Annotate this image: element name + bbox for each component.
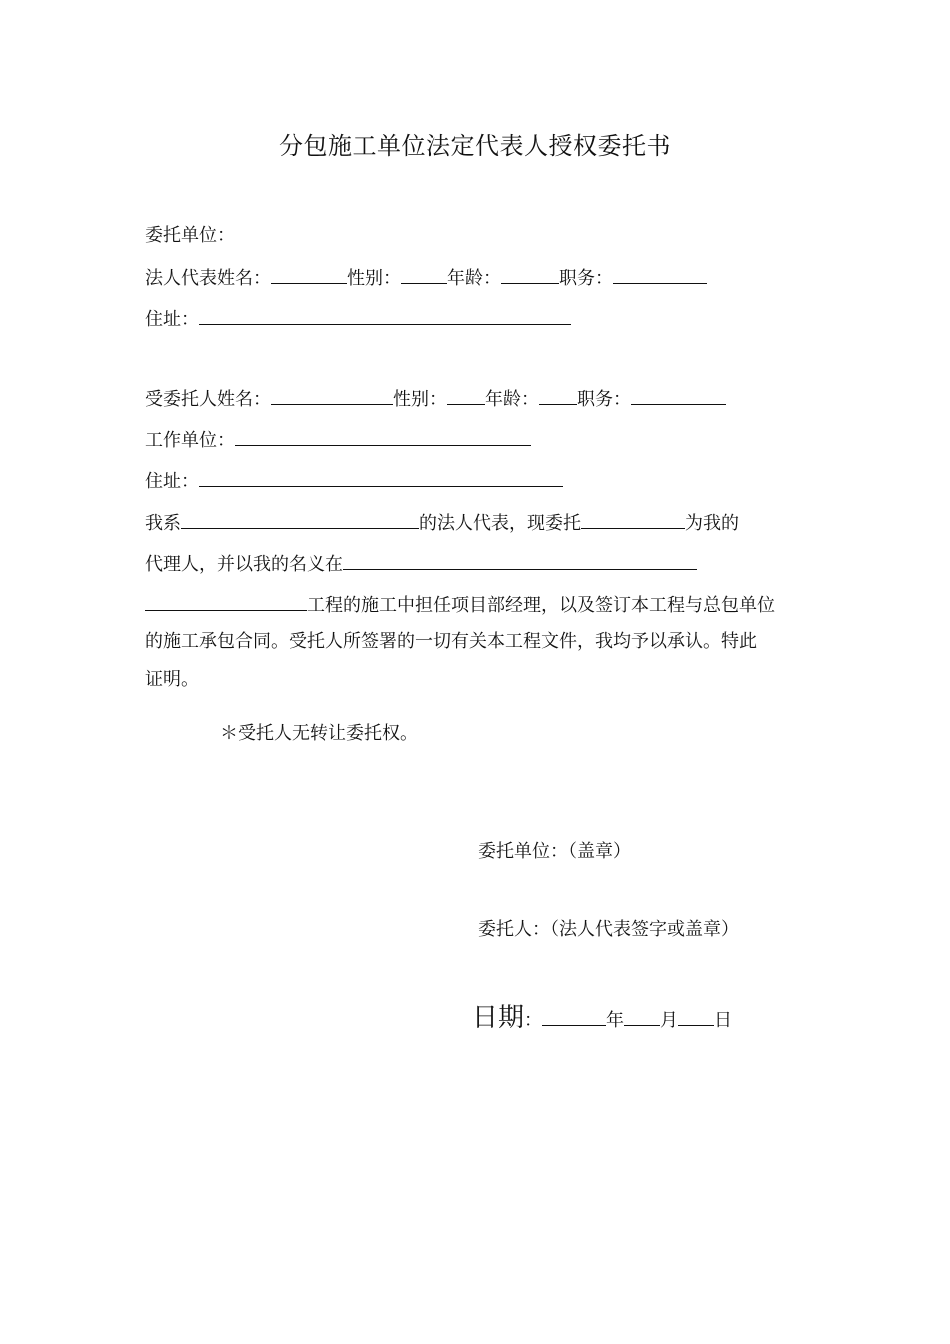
legal-rep-gender-blank[interactable] [401, 265, 447, 284]
day-label: 日 [714, 1010, 733, 1031]
legal-rep-age-blank[interactable] [501, 265, 559, 284]
agent-age-blank[interactable] [539, 386, 577, 405]
legal-rep-gender-label: 性别： [347, 268, 401, 289]
agent-name-label: 受委托人姓名： [145, 389, 271, 410]
agent-position-label: 职务： [577, 389, 631, 410]
date-colon: ： [524, 1010, 543, 1031]
body-line-1 [145, 510, 739, 536]
principal-address-blank[interactable] [199, 306, 571, 325]
date-month-blank[interactable] [624, 1007, 660, 1026]
principal-sign-row [478, 918, 739, 942]
agent-gender-blank[interactable] [447, 386, 485, 405]
body-text: 为我的 [685, 513, 739, 534]
body-text: 的法人代表，现委托 [419, 513, 581, 534]
body-line-4 [145, 630, 757, 654]
month-label: 月 [660, 1010, 679, 1031]
principal-address-row [145, 306, 571, 332]
principal-info-row [145, 265, 707, 291]
date-year-blank[interactable] [542, 1007, 606, 1026]
project-name-continued-blank[interactable] [145, 592, 307, 611]
unit-stamp-row [478, 840, 631, 864]
agent-info-row [145, 386, 726, 412]
principal-unit-row [145, 224, 235, 248]
principal-sign-label: 委托人：（法人代表签字或盖章） [478, 919, 739, 940]
body-text: 代理人，并以我的名义在 [145, 554, 343, 575]
agent-work-unit-blank[interactable] [235, 427, 531, 446]
principal-unit-label: 委托单位： [145, 225, 235, 246]
year-label: 年 [606, 1010, 625, 1031]
appointee-name-blank[interactable] [581, 510, 685, 529]
principal-address-label: 住址： [145, 309, 199, 330]
body-text: 工程的施工中担任项目部经理，以及签订本工程与总包单位 [307, 595, 775, 616]
document-title: 分包施工单位法定代表人授权委托书 [279, 132, 671, 160]
legal-rep-age-label: 年龄： [447, 268, 501, 289]
legal-rep-name-label: 法人代表姓名： [145, 268, 271, 289]
legal-rep-position-label: 职务： [559, 268, 613, 289]
date-day-blank[interactable] [678, 1007, 714, 1026]
body-line-3 [145, 592, 775, 618]
legal-rep-position-blank[interactable] [613, 265, 707, 284]
project-name-blank[interactable] [343, 551, 697, 570]
unit-stamp-label: 委托单位：（盖章） [478, 841, 631, 862]
agent-work-unit-row [145, 427, 531, 453]
agent-address-row [145, 468, 563, 494]
body-text: 我系 [145, 513, 181, 534]
agent-address-blank[interactable] [199, 468, 563, 487]
agent-age-label: 年龄： [485, 389, 539, 410]
note-text: ＊受托人无转让委托权。 [220, 723, 418, 744]
agent-gender-label: 性别： [393, 389, 447, 410]
company-name-blank[interactable] [181, 510, 419, 529]
date-label: 日期 [472, 1003, 525, 1033]
agent-name-blank[interactable] [271, 386, 393, 405]
agent-address-label: 住址： [145, 471, 199, 492]
body-line-5 [145, 668, 199, 692]
body-text: 的施工承包合同。受托人所签署的一切有关本工程文件，我均予以承认。特此 [145, 631, 757, 652]
agent-work-unit-label: 工作单位： [145, 430, 235, 451]
legal-rep-name-blank[interactable] [271, 265, 347, 284]
date-row [472, 1002, 732, 1037]
agent-position-blank[interactable] [631, 386, 726, 405]
body-line-2 [145, 551, 697, 577]
body-text: 证明。 [145, 669, 199, 690]
no-transfer-note [220, 722, 418, 746]
